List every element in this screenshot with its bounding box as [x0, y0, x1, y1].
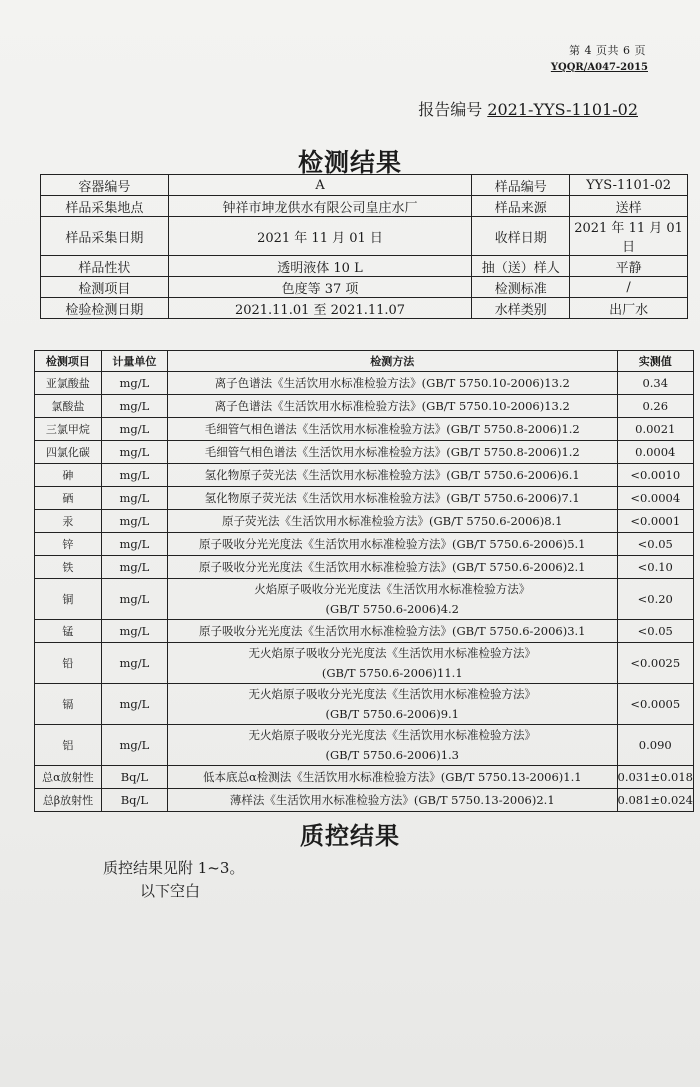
method-line: 无火焰原子吸收分光光度法《生活饮用水标准检验方法》 — [248, 646, 536, 660]
unit-cell: mg/L — [101, 441, 167, 464]
table-row — [35, 725, 694, 766]
results-header-row — [35, 351, 694, 372]
method-cell — [168, 643, 617, 684]
table-row — [35, 510, 694, 533]
info-row — [41, 175, 688, 196]
method-cell — [168, 487, 617, 510]
qc-title: 质控结果 — [300, 821, 400, 850]
value-cell: <0.0004 — [617, 487, 694, 510]
unit-cell: mg/L — [101, 533, 167, 556]
item-cell: 铝 — [35, 725, 102, 766]
info-label: 收样日期 — [472, 217, 570, 256]
unit-cell: mg/L — [101, 372, 167, 395]
col-header-unit: 计量单位 — [101, 351, 167, 372]
table-row — [35, 418, 694, 441]
unit-cell: mg/L — [101, 464, 167, 487]
table-row — [35, 579, 694, 620]
unit-cell: mg/L — [101, 418, 167, 441]
table-row — [35, 441, 694, 464]
info-value: 平静 — [570, 256, 688, 277]
method-cell — [168, 533, 617, 556]
info-label: 水样类别 — [472, 298, 570, 319]
info-row — [41, 256, 688, 277]
value-cell: 0.0004 — [617, 441, 694, 464]
table-row — [35, 464, 694, 487]
method-line: 离子色谱法《生活饮用水标准检验方法》(GB/T 5750.10-2006)13.2 — [214, 399, 570, 413]
item-cell: 亚氯酸盐 — [35, 372, 102, 395]
value-cell: <0.20 — [617, 579, 694, 620]
table-row — [35, 620, 694, 643]
method-line: 毛细管气相色谱法《生活饮用水标准检验方法》(GB/T 5750.8-2006)1.2 — [204, 422, 580, 436]
method-cell — [168, 418, 617, 441]
unit-cell: mg/L — [101, 725, 167, 766]
info-label: 样品来源 — [472, 196, 570, 217]
value-cell: 0.081±0.024 — [617, 789, 694, 812]
unit-cell: mg/L — [101, 643, 167, 684]
method-line-2: (GB/T 5750.6-2006)1.3 — [325, 748, 459, 762]
table-row — [35, 395, 694, 418]
info-value: 送样 — [570, 196, 688, 217]
info-value: 2021.11.01 至 2021.11.07 — [168, 298, 472, 319]
document-code: YQQR/A047-2015 — [550, 62, 648, 73]
method-cell — [168, 556, 617, 579]
info-label: 样品编号 — [472, 175, 570, 196]
method-cell — [168, 510, 617, 533]
method-cell — [168, 766, 617, 789]
table-row — [35, 766, 694, 789]
method-cell — [168, 725, 617, 766]
col-header-value: 实测值 — [617, 351, 694, 372]
method-cell — [168, 620, 617, 643]
method-line: 无火焰原子吸收分光光度法《生活饮用水标准检验方法》 — [248, 728, 536, 742]
info-label: 抽（送）样人 — [472, 256, 570, 277]
value-cell: <0.10 — [617, 556, 694, 579]
method-line: 原子吸收分光光度法《生活饮用水标准检验方法》(GB/T 5750.6-2006)3.1 — [199, 624, 586, 638]
table-row — [35, 533, 694, 556]
sample-info-table — [40, 174, 688, 319]
item-cell: 铁 — [35, 556, 102, 579]
info-row — [41, 277, 688, 298]
value-cell: 0.0021 — [617, 418, 694, 441]
value-cell: <0.05 — [617, 620, 694, 643]
value-cell: <0.0025 — [617, 643, 694, 684]
report-number-line — [418, 97, 638, 120]
method-line: 火焰原子吸收分光光度法《生活饮用水标准检验方法》 — [254, 582, 531, 596]
value-cell: 0.090 — [617, 725, 694, 766]
table-row — [35, 789, 694, 812]
report-number: 2021-YYS-1101-02 — [487, 100, 638, 119]
table-row — [35, 556, 694, 579]
info-value: 出厂水 — [570, 298, 688, 319]
method-line: 低本底总α检测法《生活饮用水标准检验方法》(GB/T 5750.13-2006)1.1 — [202, 770, 582, 784]
method-line-2: (GB/T 5750.6-2006)11.1 — [321, 666, 463, 680]
item-cell: 总α放射性 — [35, 766, 102, 789]
blank-note: 以下空白 — [140, 882, 201, 900]
qc-text: 质控结果见附 1~3。 — [103, 859, 245, 877]
unit-cell: Bq/L — [101, 766, 167, 789]
method-cell — [168, 441, 617, 464]
results-table — [34, 350, 694, 812]
unit-cell: mg/L — [101, 556, 167, 579]
value-cell: <0.0001 — [617, 510, 694, 533]
unit-cell: Bq/L — [101, 789, 167, 812]
method-line-2: (GB/T 5750.6-2006)4.2 — [325, 602, 459, 616]
table-row — [35, 487, 694, 510]
method-cell — [168, 579, 617, 620]
method-line: 原子吸收分光光度法《生活饮用水标准检验方法》(GB/T 5750.6-2006)5.1 — [199, 537, 586, 551]
info-value: 2021 年 11 月 01 日 — [570, 217, 688, 256]
unit-cell: mg/L — [101, 620, 167, 643]
table-row — [35, 684, 694, 725]
info-value: 钟祥市坤龙供水有限公司皇庄水厂 — [168, 196, 472, 217]
item-cell: 砷 — [35, 464, 102, 487]
col-header-item: 检测项目 — [35, 351, 102, 372]
table-row — [35, 643, 694, 684]
value-cell: <0.0010 — [617, 464, 694, 487]
info-value: / — [570, 277, 688, 298]
page-number: 第 4 页共 6 页 — [569, 44, 646, 57]
method-line: 离子色谱法《生活饮用水标准检验方法》(GB/T 5750.10-2006)13.2 — [214, 376, 570, 390]
info-row — [41, 298, 688, 319]
value-cell: <0.05 — [617, 533, 694, 556]
value-cell: 0.031±0.018 — [617, 766, 694, 789]
value-cell: 0.26 — [617, 395, 694, 418]
info-label: 容器编号 — [41, 175, 169, 196]
info-label: 检测项目 — [41, 277, 169, 298]
item-cell: 铅 — [35, 643, 102, 684]
info-label: 样品采集日期 — [41, 217, 169, 256]
item-cell: 锌 — [35, 533, 102, 556]
method-line: 薄样法《生活饮用水标准检验方法》(GB/T 5750.13-2006)2.1 — [229, 793, 555, 807]
method-line: 原子吸收分光光度法《生活饮用水标准检验方法》(GB/T 5750.6-2006)2.1 — [199, 560, 586, 574]
unit-cell: mg/L — [101, 684, 167, 725]
item-cell: 硒 — [35, 487, 102, 510]
info-label: 样品性状 — [41, 256, 169, 277]
item-cell: 氯酸盐 — [35, 395, 102, 418]
item-cell: 镉 — [35, 684, 102, 725]
method-line-2: (GB/T 5750.6-2006)9.1 — [325, 707, 459, 721]
info-label: 检验检测日期 — [41, 298, 169, 319]
table-row — [35, 372, 694, 395]
unit-cell: mg/L — [101, 510, 167, 533]
info-value: A — [168, 175, 472, 196]
info-row — [41, 196, 688, 217]
method-cell — [168, 464, 617, 487]
item-cell: 汞 — [35, 510, 102, 533]
info-value: 2021 年 11 月 01 日 — [168, 217, 472, 256]
method-line: 氢化物原子荧光法《生活饮用水标准检验方法》(GB/T 5750.6-2006)7.1 — [204, 491, 580, 505]
col-header-method: 检测方法 — [168, 351, 617, 372]
info-value: 透明液体 10 L — [168, 256, 472, 277]
item-cell: 铜 — [35, 579, 102, 620]
info-label: 样品采集地点 — [41, 196, 169, 217]
item-cell: 四氯化碳 — [35, 441, 102, 464]
report-number-label: 报告编号 — [418, 100, 488, 119]
item-cell: 三氯甲烷 — [35, 418, 102, 441]
method-line: 毛细管气相色谱法《生活饮用水标准检验方法》(GB/T 5750.8-2006)1.2 — [204, 445, 580, 459]
unit-cell: mg/L — [101, 487, 167, 510]
method-cell — [168, 372, 617, 395]
info-value: 色度等 37 项 — [168, 277, 472, 298]
info-label: 检测标准 — [472, 277, 570, 298]
method-line: 无火焰原子吸收分光光度法《生活饮用水标准检验方法》 — [248, 687, 536, 701]
item-cell: 总β放射性 — [35, 789, 102, 812]
method-cell — [168, 684, 617, 725]
item-cell: 锰 — [35, 620, 102, 643]
info-value: YYS-1101-02 — [570, 175, 688, 196]
method-line: 氢化物原子荧光法《生活饮用水标准检验方法》(GB/T 5750.6-2006)6.1 — [204, 468, 580, 482]
unit-cell: mg/L — [101, 395, 167, 418]
method-cell — [168, 789, 617, 812]
method-cell — [168, 395, 617, 418]
page-title: 检测结果 — [297, 148, 402, 177]
method-line: 原子荧光法《生活饮用水标准检验方法》(GB/T 5750.6-2006)8.1 — [222, 514, 563, 528]
value-cell: <0.0005 — [617, 684, 694, 725]
value-cell: 0.34 — [617, 372, 694, 395]
info-row — [41, 217, 688, 256]
unit-cell: mg/L — [101, 579, 167, 620]
